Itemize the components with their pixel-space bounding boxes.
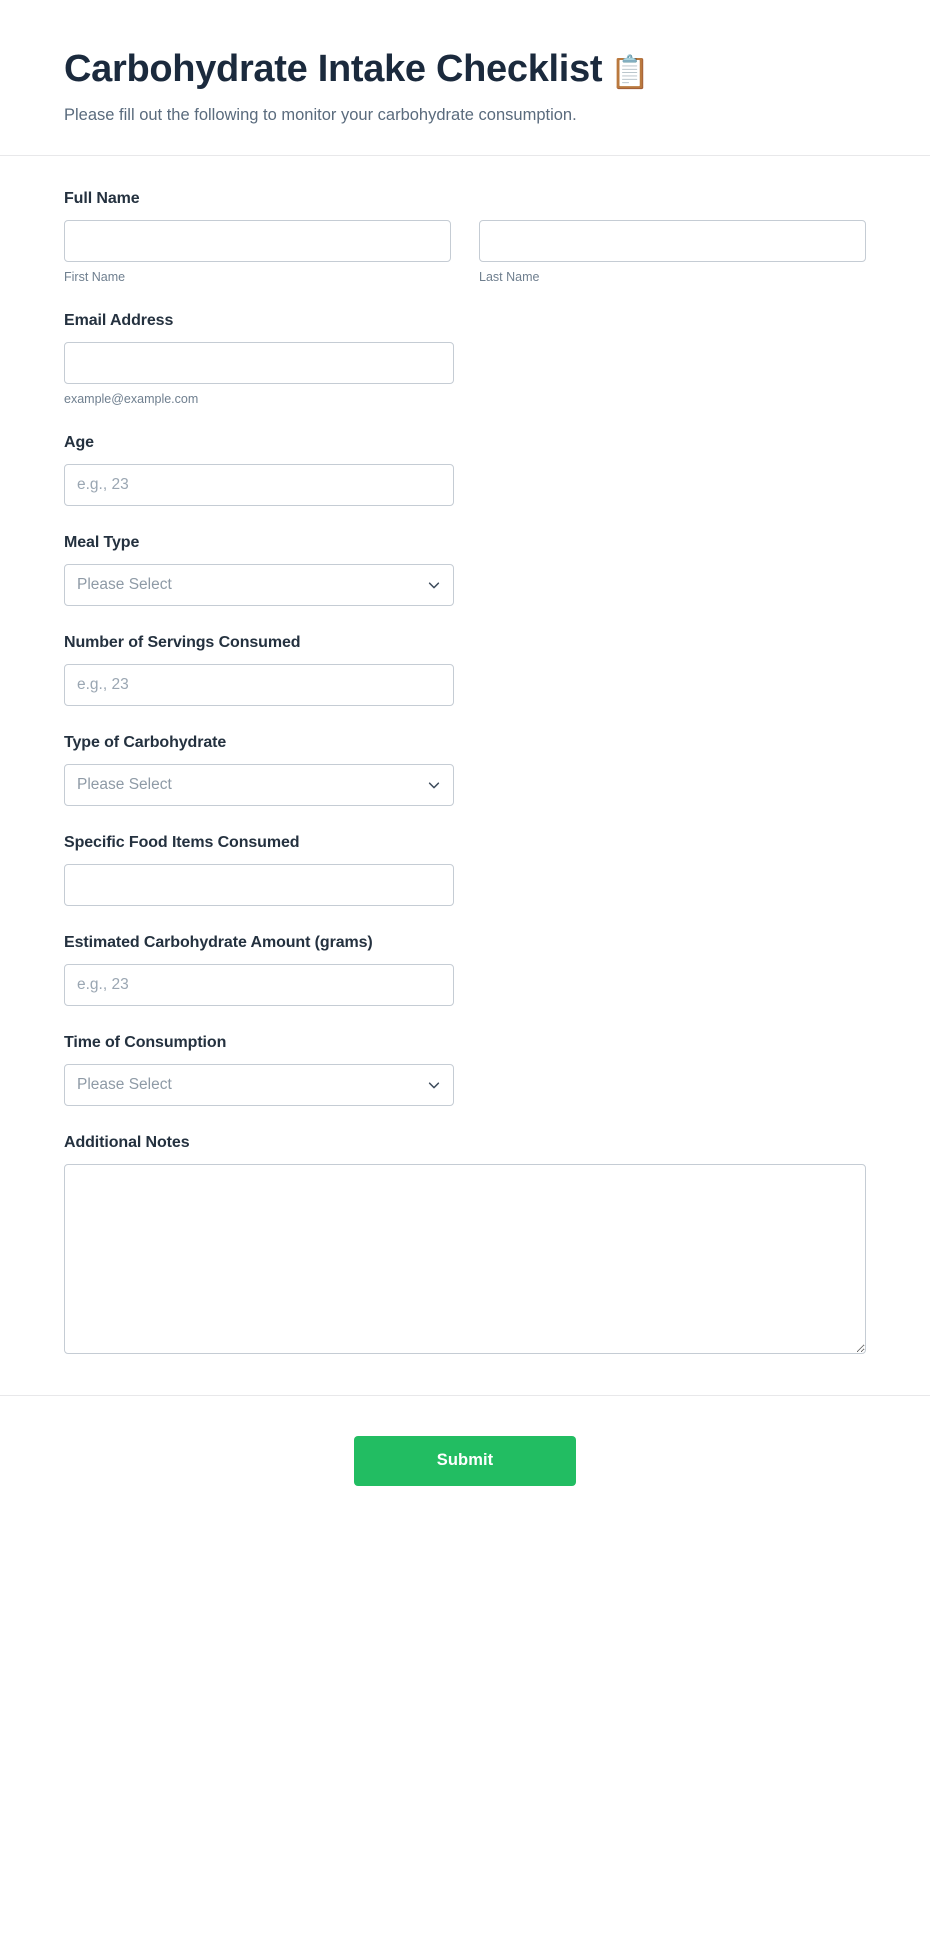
food-items-label: Specific Food Items Consumed xyxy=(64,833,300,851)
email-sublabel: example@example.com xyxy=(64,391,199,406)
field-servings xyxy=(64,634,866,706)
field-meal-type xyxy=(64,534,866,606)
clipboard-icon: 📋 xyxy=(610,54,650,90)
carb-type-select-wrap xyxy=(64,764,454,806)
email-field[interactable] xyxy=(64,342,454,384)
submit-button[interactable]: Submit xyxy=(354,1436,576,1486)
full-name-row xyxy=(64,220,866,284)
meal-type-select[interactable] xyxy=(64,564,454,606)
age-input[interactable] xyxy=(64,464,454,506)
form-footer xyxy=(0,1395,930,1542)
time-of-consumption-select-wrap xyxy=(64,1064,454,1106)
field-food-items xyxy=(64,834,866,906)
servings-label: Number of Servings Consumed xyxy=(64,633,301,651)
food-items-input[interactable] xyxy=(64,864,454,906)
form-header xyxy=(0,0,930,156)
meal-type-select-wrap xyxy=(64,564,454,606)
email-col xyxy=(64,342,454,406)
first-name-col xyxy=(64,220,451,284)
page-title-text: Carbohydrate Intake Checklist xyxy=(64,48,603,90)
carb-amount-col xyxy=(64,964,454,1006)
meal-type-label: Meal Type xyxy=(64,533,140,551)
field-age xyxy=(64,434,866,506)
time-of-consumption-select[interactable] xyxy=(64,1064,454,1106)
servings-input[interactable] xyxy=(64,664,454,706)
field-full-name xyxy=(64,190,866,284)
field-additional-notes xyxy=(64,1134,866,1359)
field-carb-amount xyxy=(64,934,866,1006)
email-label: Email Address xyxy=(64,311,174,329)
carb-amount-label: Estimated Carbohydrate Amount (grams) xyxy=(64,933,373,951)
carb-type-select[interactable] xyxy=(64,764,454,806)
age-col xyxy=(64,464,454,506)
carb-type-label: Type of Carbohydrate xyxy=(64,733,227,751)
food-items-col xyxy=(64,864,454,906)
carb-amount-input[interactable] xyxy=(64,964,454,1006)
first-name-input[interactable] xyxy=(64,220,451,262)
time-of-consumption-label: Time of Consumption xyxy=(64,1033,227,1051)
servings-col xyxy=(64,664,454,706)
last-name-col xyxy=(479,220,866,284)
field-email xyxy=(64,312,866,406)
page-subtitle: Please fill out the following to monitor your carbohydrate consumption. xyxy=(64,105,577,124)
field-time-of-consumption xyxy=(64,1034,866,1106)
last-name-sublabel: Last Name xyxy=(479,269,540,284)
additional-notes-textarea[interactable] xyxy=(64,1164,866,1354)
first-name-sublabel: First Name xyxy=(64,269,126,284)
full-name-label: Full Name xyxy=(64,189,140,207)
page-title xyxy=(64,48,866,92)
field-carb-type xyxy=(64,734,866,806)
additional-notes-label: Additional Notes xyxy=(64,1133,190,1151)
form-body xyxy=(0,156,930,1359)
last-name-input[interactable] xyxy=(479,220,866,262)
age-label: Age xyxy=(64,433,94,451)
